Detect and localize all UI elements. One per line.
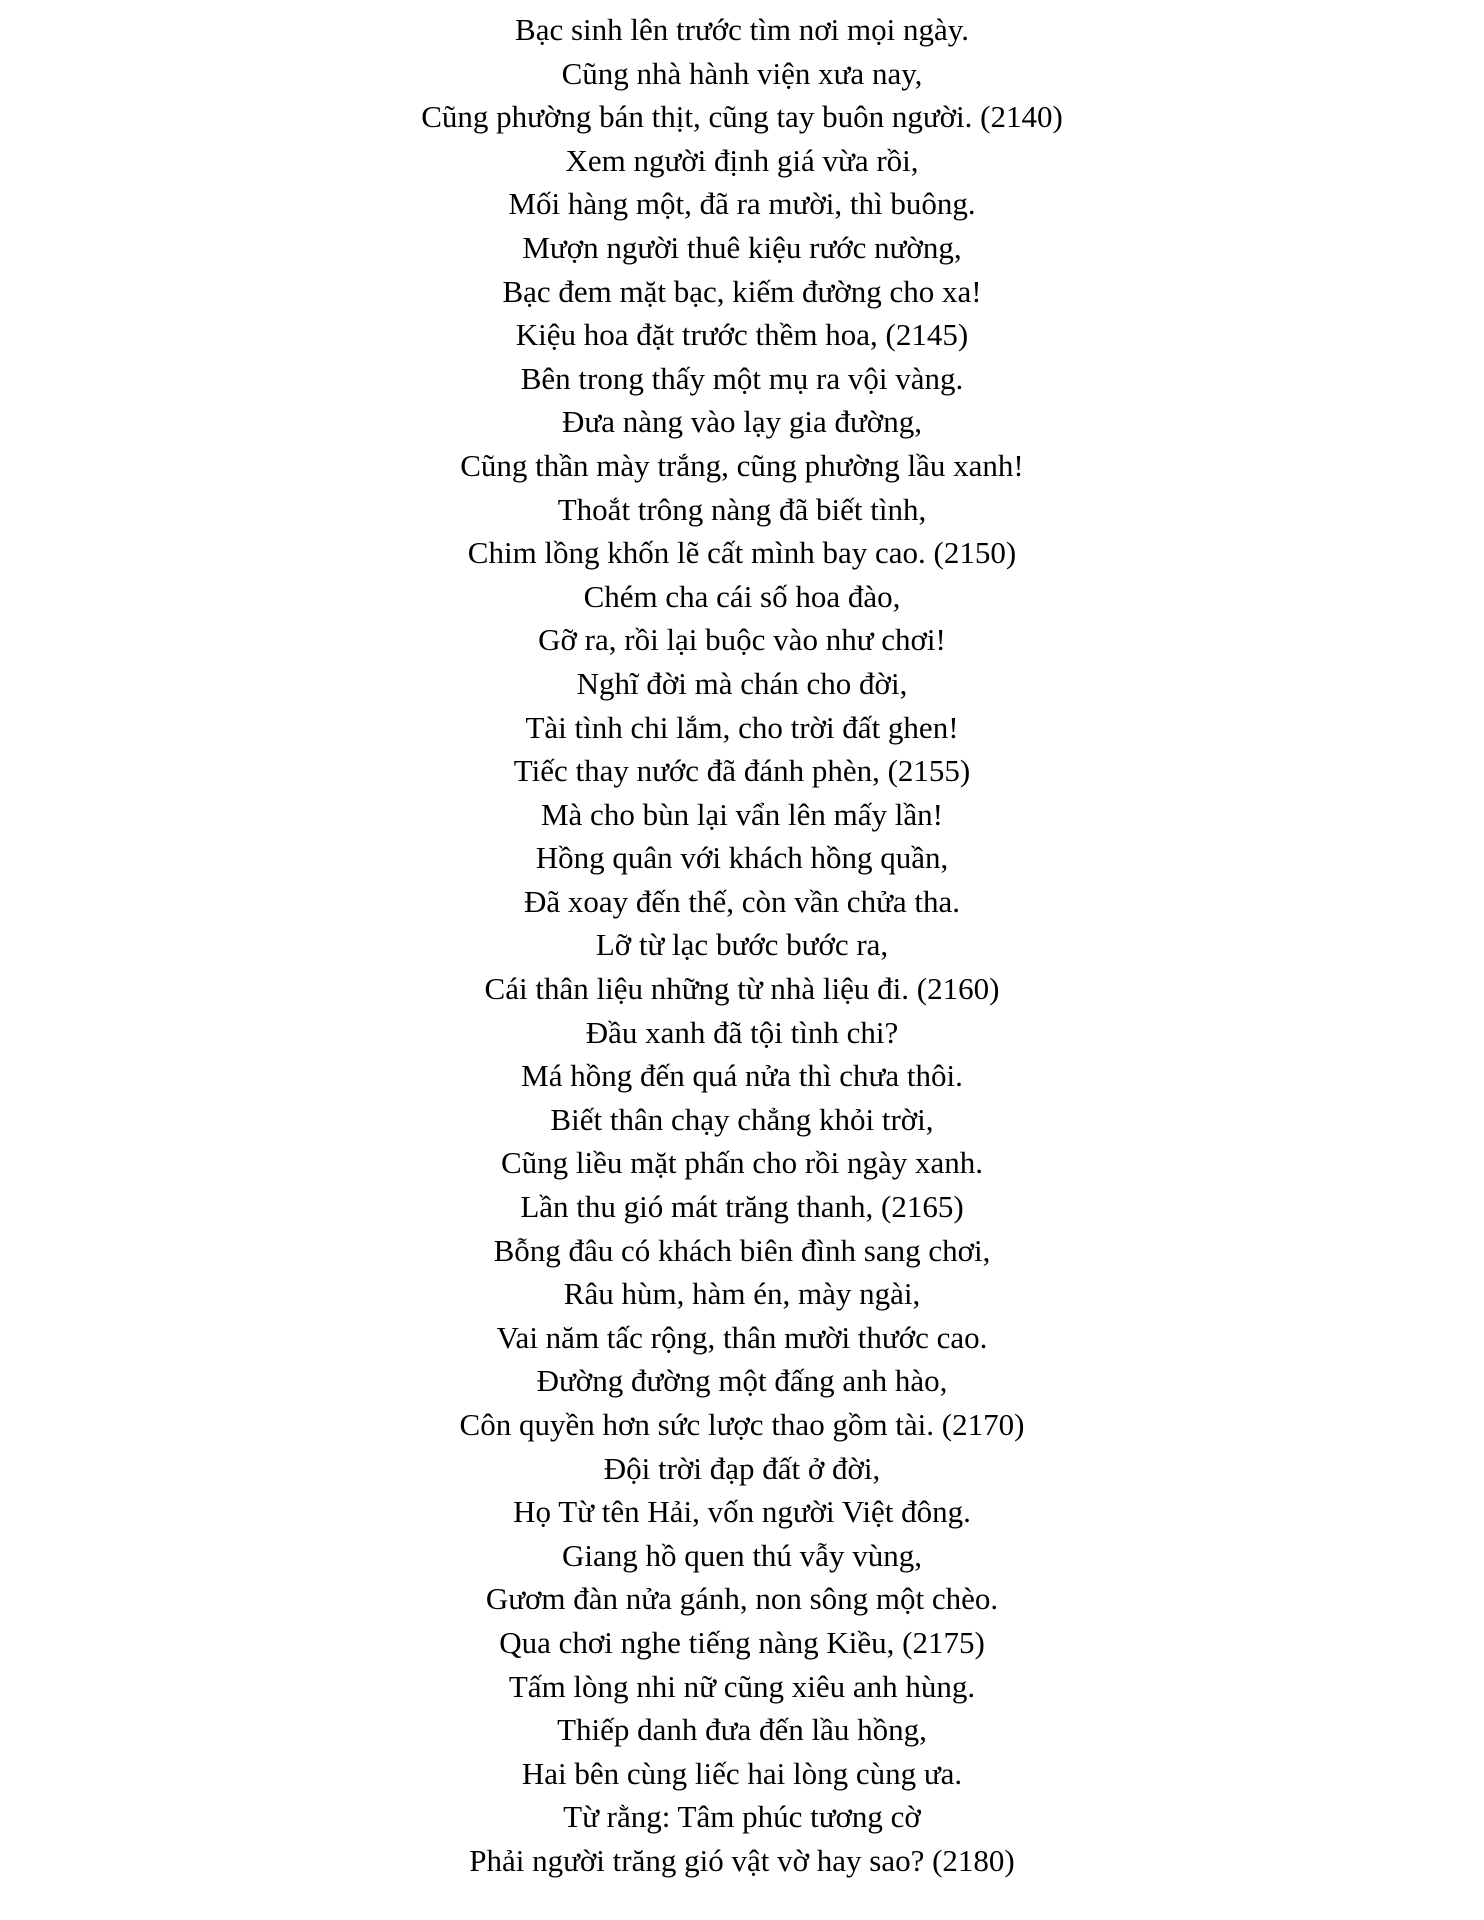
poem-line: Đường đường một đấng anh hào, xyxy=(536,1363,948,1399)
poem-line: Gỡ ra, rồi lại buộc vào như chơi! xyxy=(538,622,946,658)
poem-line: Bạc đem mặt bạc, kiếm đường cho xa! xyxy=(502,273,982,309)
poem-line: Chém cha cái số hoa đào, xyxy=(583,578,901,614)
poem-line: Đội trời đạp đất ở đời, xyxy=(603,1450,881,1486)
poem-line: Bỗng đâu có khách biên đình sang chơi, xyxy=(493,1232,991,1268)
poem-line: Côn quyền hơn sức lược thao gồm tài. (2170) xyxy=(459,1407,1025,1442)
poem-line: Xem người định giá vừa rồi, xyxy=(565,142,919,178)
poem-line: Tài tình chi lắm, cho trời đất ghen! xyxy=(525,709,959,745)
poem-line: Đầu xanh đã tội tình chi? xyxy=(585,1014,899,1050)
poem-line: Râu hùm, hàm én, mày ngài, xyxy=(563,1276,921,1312)
poem-line: Mà cho bùn lại vẩn lên mấy lần! xyxy=(540,796,944,832)
poem-line: Cũng thần mày trắng, cũng phường lầu xanh! xyxy=(460,447,1024,483)
poem-line: Tấm lòng nhi nữ cũng xiêu anh hùng. xyxy=(508,1668,976,1704)
poem-line: Mượn người thuê kiệu rước nường, xyxy=(522,229,962,265)
poem-line: Mối hàng một, đã ra mười, thì buông. xyxy=(508,186,976,222)
poem-text xyxy=(0,8,1484,1883)
poem-line: Thiếp danh đưa đến lầu hồng, xyxy=(557,1712,927,1748)
poem-line: Giang hồ quen thú vẫy vùng, xyxy=(562,1537,922,1573)
poem-line: Biết thân chạy chẳng khỏi trời, xyxy=(550,1101,934,1137)
poem-line: Cũng nhà hành viện xưa nay, xyxy=(561,55,923,91)
poem-line: Đưa nàng vào lạy gia đường, xyxy=(562,404,922,440)
poem-line: Hồng quân với khách hồng quần, xyxy=(535,840,949,876)
poem-line: Từ rằng: Tâm phúc tương cờ xyxy=(563,1799,921,1835)
poem-line: Cũng liều mặt phấn cho rồi ngày xanh. xyxy=(500,1145,984,1181)
poem-line: Tiếc thay nước đã đánh phèn, (2155) xyxy=(513,753,971,789)
poem-line: Phải người trăng gió vật vờ hay sao? (2180) xyxy=(469,1842,1015,1878)
poem-line: Bên trong thấy một mụ ra vội vàng. xyxy=(520,360,964,396)
poem-line: Qua chơi nghe tiếng nàng Kiều, (2175) xyxy=(499,1624,985,1660)
poem-line: Đã xoay đến thế, còn vần chửa tha. xyxy=(524,883,960,919)
poem-line: Vai năm tấc rộng, thân mười thước cao. xyxy=(496,1319,988,1355)
poem-line: Má hồng đến quá nửa thì chưa thôi. xyxy=(521,1058,963,1094)
poem-line: Họ Từ tên Hải, vốn người Việt đông. xyxy=(513,1494,971,1530)
poem-line: Lỡ từ lạc bước bước ra, xyxy=(595,927,889,963)
poem-line: Cũng phường bán thịt, cũng tay buôn người. (2140) xyxy=(421,99,1063,135)
poem-line: Thoắt trông nàng đã biết tình, xyxy=(557,491,927,527)
poem-line: Bạc sinh lên trước tìm nơi mọi ngày. xyxy=(515,12,969,47)
poem-line: Kiệu hoa đặt trước thềm hoa, (2145) xyxy=(515,317,969,353)
poem-line: Hai bên cùng liếc hai lòng cùng ưa. xyxy=(521,1755,963,1791)
poem-line: Nghĩ đời mà chán cho đời, xyxy=(576,665,908,701)
poem-line: Lần thu gió mát trăng thanh, (2165) xyxy=(520,1189,964,1225)
poem-line: Gươm đàn nửa gánh, non sông một chèo. xyxy=(485,1581,999,1617)
poem-line: Cái thân liệu những từ nhà liệu đi. (2160) xyxy=(484,971,1000,1007)
poem-line: Chim lồng khốn lẽ cất mình bay cao. (2150) xyxy=(467,535,1017,571)
